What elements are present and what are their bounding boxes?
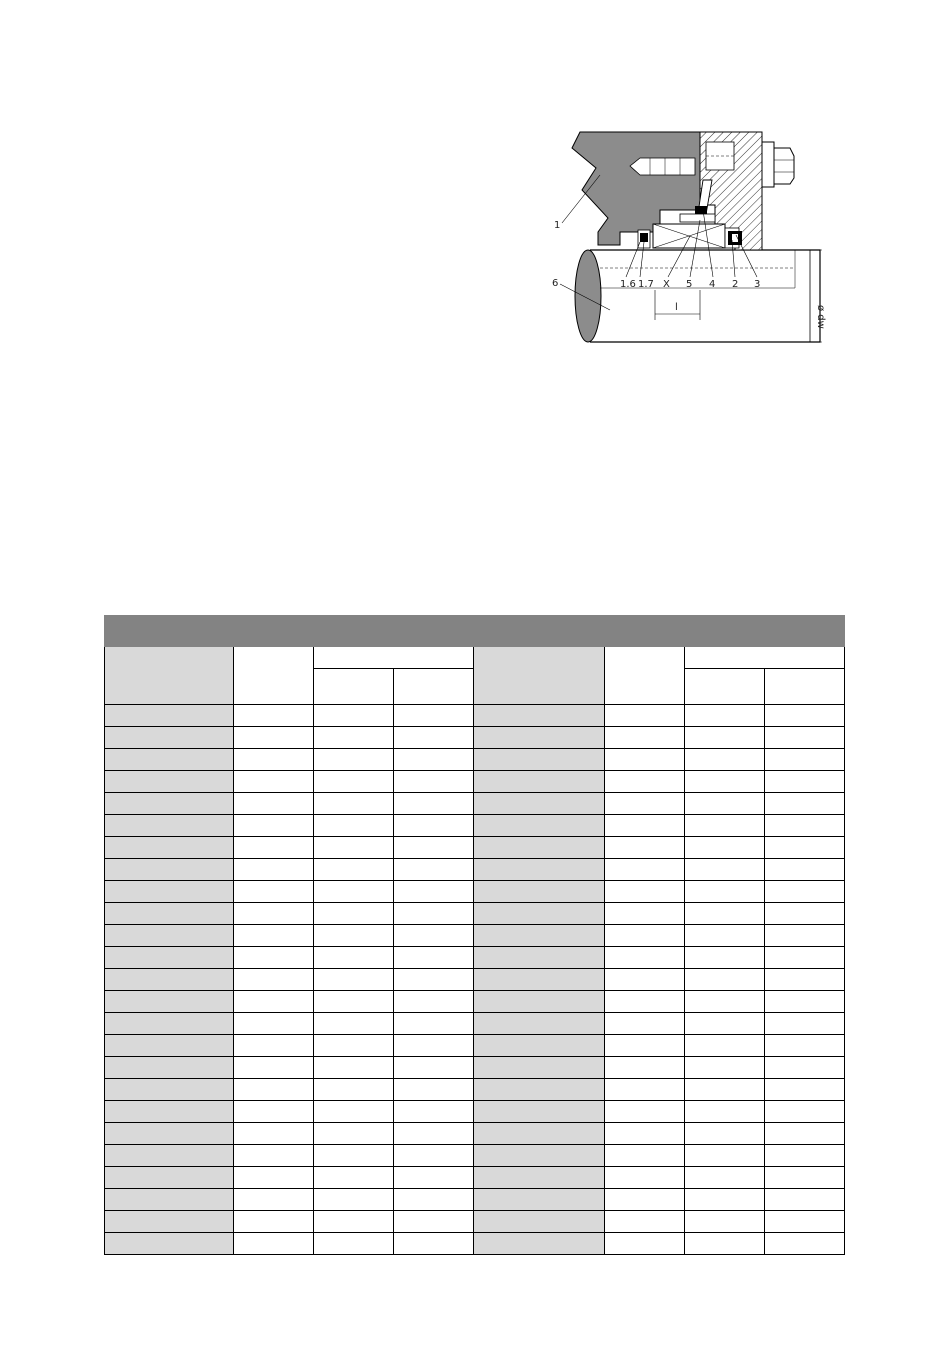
table-row [105, 1035, 845, 1057]
table-title-bar [105, 616, 845, 647]
table-cell [605, 1013, 685, 1035]
table-cell [765, 1189, 845, 1211]
table-cell [765, 991, 845, 1013]
table-row [105, 1101, 845, 1123]
table-row [105, 749, 845, 771]
table-cell [234, 1101, 314, 1123]
table-cell [105, 1189, 234, 1211]
table-row [105, 903, 845, 925]
table-cell [605, 837, 685, 859]
table-cell [314, 1057, 394, 1079]
table-cell [685, 947, 765, 969]
table-cell [765, 705, 845, 727]
table-cell [394, 1189, 474, 1211]
table-cell [685, 1211, 765, 1233]
table-cell [605, 947, 685, 969]
table-cell [234, 837, 314, 859]
table-cell [605, 1035, 685, 1057]
label-3: 3 [754, 279, 761, 290]
table-cell [105, 991, 234, 1013]
header-group-right [685, 647, 845, 669]
table-cell [314, 1211, 394, 1233]
subheader-d-left [394, 669, 474, 705]
shaft [575, 250, 822, 342]
table-cell [234, 705, 314, 727]
table-cell [605, 991, 685, 1013]
header-col-b-right [605, 647, 685, 705]
table-cell [234, 771, 314, 793]
table-cell [394, 1101, 474, 1123]
table-cell [765, 793, 845, 815]
table-cell [765, 903, 845, 925]
label-5: 5 [686, 279, 693, 290]
header-col-b-left [234, 647, 314, 705]
table-cell [314, 903, 394, 925]
table-cell [234, 1189, 314, 1211]
table-cell [314, 771, 394, 793]
table-cell [765, 771, 845, 793]
table-cell [605, 1211, 685, 1233]
table-cell [394, 1167, 474, 1189]
table-cell [394, 1057, 474, 1079]
table-cell [234, 793, 314, 815]
table-cell [605, 771, 685, 793]
table-cell [765, 1211, 845, 1233]
subheader-c-right [685, 669, 765, 705]
table-cell [474, 815, 605, 837]
table-cell [474, 837, 605, 859]
table-cell [314, 1233, 394, 1255]
table-cell [314, 881, 394, 903]
table-cell [234, 947, 314, 969]
table-cell [105, 705, 234, 727]
dimension-table [104, 615, 845, 1255]
table-cell [105, 1013, 234, 1035]
table-cell [765, 749, 845, 771]
table-cell [685, 881, 765, 903]
table-cell [314, 1101, 394, 1123]
table-cell [474, 991, 605, 1013]
table-cell [474, 859, 605, 881]
table-cell [765, 1013, 845, 1035]
table-cell [234, 1233, 314, 1255]
table-cell [105, 1035, 234, 1057]
table-cell [474, 903, 605, 925]
table-cell [105, 815, 234, 837]
table-cell [765, 727, 845, 749]
table-cell [765, 1057, 845, 1079]
table-cell [474, 1079, 605, 1101]
table-cell [105, 837, 234, 859]
table-cell [234, 859, 314, 881]
table-cell [685, 969, 765, 991]
table-cell [685, 771, 765, 793]
label-1-6: 1.6 [620, 279, 636, 290]
table-cell [394, 903, 474, 925]
table-cell [765, 1101, 845, 1123]
table-cell [394, 969, 474, 991]
subheader-d-right [765, 669, 845, 705]
table-row [105, 991, 845, 1013]
table-cell [394, 793, 474, 815]
label-diameter: ø dw [815, 305, 826, 329]
table-cell [685, 991, 765, 1013]
table-cell [394, 705, 474, 727]
table-cell [765, 969, 845, 991]
table-body [105, 705, 845, 1255]
table-cell [605, 1079, 685, 1101]
table-cell [685, 837, 765, 859]
table-cell [234, 1145, 314, 1167]
table-cell [234, 969, 314, 991]
table-cell [394, 881, 474, 903]
table-cell [234, 903, 314, 925]
table-cell [234, 1123, 314, 1145]
table-row [105, 705, 845, 727]
table-cell [765, 1167, 845, 1189]
table-cell [105, 793, 234, 815]
table-row [105, 1013, 845, 1035]
table-cell [234, 925, 314, 947]
table-cell [474, 1211, 605, 1233]
table-row [105, 837, 845, 859]
table-row [105, 727, 845, 749]
table-cell [474, 749, 605, 771]
table-cell [765, 925, 845, 947]
table-cell [234, 815, 314, 837]
table-cell [474, 1189, 605, 1211]
table-cell [605, 727, 685, 749]
table-cell [234, 1035, 314, 1057]
header-key-right [474, 647, 605, 705]
table-cell [105, 749, 234, 771]
table-cell [765, 1123, 845, 1145]
table-cell [105, 859, 234, 881]
table-cell [394, 1123, 474, 1145]
table-cell [314, 1167, 394, 1189]
table-cell [474, 1123, 605, 1145]
table-cell [394, 991, 474, 1013]
table-cell [314, 1013, 394, 1035]
table-cell [605, 1233, 685, 1255]
table-cell [105, 969, 234, 991]
table-cell [234, 991, 314, 1013]
table-row [105, 925, 845, 947]
table-cell [685, 705, 765, 727]
table-cell [685, 1189, 765, 1211]
table-cell [105, 925, 234, 947]
table-cell [105, 1145, 234, 1167]
table-cell [394, 1013, 474, 1035]
table-cell [394, 1211, 474, 1233]
table-cell [685, 1145, 765, 1167]
table-cell [314, 1189, 394, 1211]
table-cell [605, 815, 685, 837]
table-cell [765, 1233, 845, 1255]
table-cell [394, 749, 474, 771]
table-cell [765, 859, 845, 881]
table-cell [685, 749, 765, 771]
seal-cross-section-drawing [540, 120, 840, 360]
table-cell [765, 881, 845, 903]
table-cell [105, 1167, 234, 1189]
label-1-7: 1.7 [638, 279, 654, 290]
table-cell [474, 947, 605, 969]
table-cell [605, 1123, 685, 1145]
table-row [105, 859, 845, 881]
table-cell [605, 859, 685, 881]
table-cell [234, 727, 314, 749]
table-cell [474, 1233, 605, 1255]
table-cell [685, 1079, 765, 1101]
table-cell [234, 749, 314, 771]
table-cell [685, 1035, 765, 1057]
table-cell [105, 1233, 234, 1255]
label-4: 4 [709, 279, 716, 290]
table-cell [105, 1211, 234, 1233]
table-cell [234, 1057, 314, 1079]
table-cell [314, 969, 394, 991]
header-group-left [314, 647, 474, 669]
table-cell [105, 771, 234, 793]
table-cell [105, 881, 234, 903]
table-cell [474, 1167, 605, 1189]
table-cell [314, 1035, 394, 1057]
table-cell [474, 727, 605, 749]
table-cell [474, 881, 605, 903]
table-cell [605, 793, 685, 815]
table-cell [234, 1079, 314, 1101]
table-cell [314, 1145, 394, 1167]
table-cell [685, 793, 765, 815]
table-cell [394, 1079, 474, 1101]
table-cell [394, 859, 474, 881]
table-cell [605, 1189, 685, 1211]
table-cell [685, 1057, 765, 1079]
table-cell [605, 925, 685, 947]
table-cell [105, 1057, 234, 1079]
table-cell [685, 815, 765, 837]
subheader-c-left [314, 669, 394, 705]
table-cell [765, 1145, 845, 1167]
table-cell [685, 1167, 765, 1189]
table-cell [474, 1057, 605, 1079]
table-cell [474, 1145, 605, 1167]
table-cell [685, 1123, 765, 1145]
table-cell [394, 1145, 474, 1167]
table-cell [394, 727, 474, 749]
label-housing: 1 [554, 220, 561, 231]
table-cell [314, 727, 394, 749]
header-key-left [105, 647, 234, 705]
table-cell [105, 903, 234, 925]
table-cell [685, 1013, 765, 1035]
table-cell [314, 947, 394, 969]
table-cell [685, 1101, 765, 1123]
table-cell [314, 859, 394, 881]
table-cell [685, 859, 765, 881]
table-cell [394, 925, 474, 947]
label-shaft: 6 [552, 278, 559, 289]
table-cell [234, 881, 314, 903]
table-cell [314, 705, 394, 727]
table-cell [474, 969, 605, 991]
table-cell [105, 727, 234, 749]
table-cell [474, 705, 605, 727]
table-cell [394, 815, 474, 837]
table-row [105, 771, 845, 793]
table-cell [234, 1013, 314, 1035]
table-cell [765, 815, 845, 837]
table-cell [474, 793, 605, 815]
table-row [105, 1211, 845, 1233]
table-cell [394, 1035, 474, 1057]
table-cell [314, 749, 394, 771]
table-cell [605, 705, 685, 727]
table-cell [474, 771, 605, 793]
table-cell [105, 1101, 234, 1123]
table-cell [474, 1035, 605, 1057]
table-cell [765, 947, 845, 969]
table-cell [234, 1211, 314, 1233]
table-cell [314, 1123, 394, 1145]
label-x: X [663, 279, 670, 290]
table-cell [314, 793, 394, 815]
table-cell [605, 969, 685, 991]
table-cell [105, 1123, 234, 1145]
table-cell [605, 1145, 685, 1167]
table-cell [765, 1035, 845, 1057]
table-row [105, 1145, 845, 1167]
table-row [105, 1057, 845, 1079]
table-row [105, 1167, 845, 1189]
table-cell [605, 903, 685, 925]
table-row [105, 947, 845, 969]
table-row [105, 1123, 845, 1145]
table-cell [685, 925, 765, 947]
table-cell [314, 815, 394, 837]
table-header-row [105, 647, 845, 669]
table-cell [605, 749, 685, 771]
table-row [105, 793, 845, 815]
table-cell [474, 1101, 605, 1123]
table-row [105, 1189, 845, 1211]
table-title-cell [105, 616, 845, 647]
table-cell [765, 1079, 845, 1101]
table-cell [394, 1233, 474, 1255]
table-row [105, 1233, 845, 1255]
table-cell [605, 881, 685, 903]
table-cell [394, 947, 474, 969]
table-cell [605, 1101, 685, 1123]
label-length: l [675, 302, 678, 313]
table-cell [765, 837, 845, 859]
table-cell [605, 1057, 685, 1079]
table-cell [685, 903, 765, 925]
table-cell [685, 1233, 765, 1255]
table-cell [314, 925, 394, 947]
table-cell [605, 1167, 685, 1189]
table-cell [474, 925, 605, 947]
table-row [105, 969, 845, 991]
table-cell [394, 771, 474, 793]
table-cell [314, 1079, 394, 1101]
table-row [105, 815, 845, 837]
table-row [105, 881, 845, 903]
table-row [105, 1079, 845, 1101]
table-cell [234, 1167, 314, 1189]
table-cell [314, 837, 394, 859]
table-cell [685, 727, 765, 749]
table-cell [105, 1079, 234, 1101]
label-2: 2 [732, 279, 739, 290]
table-cell [105, 947, 234, 969]
table-cell [314, 991, 394, 1013]
table-cell [474, 1013, 605, 1035]
table-cell [394, 837, 474, 859]
